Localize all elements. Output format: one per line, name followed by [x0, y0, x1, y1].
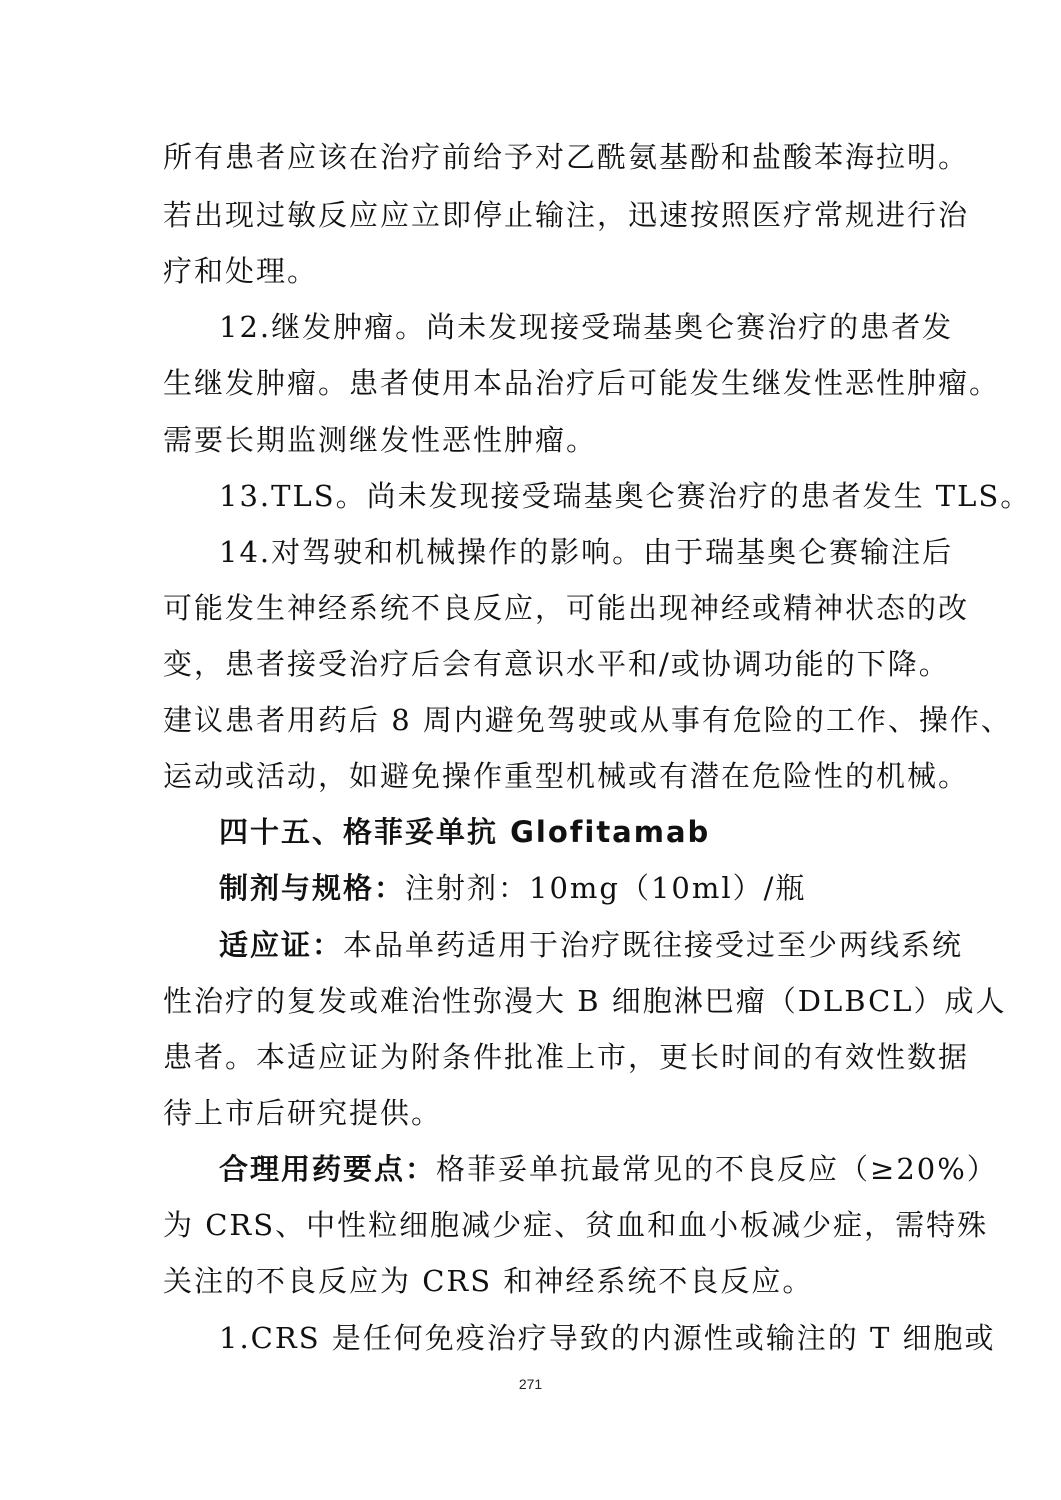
- spec-label: 制剂与规格：: [219, 871, 406, 905]
- key-points-text: 格菲妥单抗最常见的不良反应（≥20%）: [436, 1152, 998, 1186]
- body-line: 若出现过敏反应应立即停止输注，迅速按照医疗常规进行治: [163, 198, 970, 232]
- body-line: 所有患者应该在治疗前给予对乙酰氨基酚和盐酸苯海拉明。: [163, 140, 970, 174]
- body-line: 生继发肿瘤。患者使用本品治疗后可能发生继发性恶性肿瘤。: [163, 366, 1001, 400]
- body-line: 性治疗的复发或难治性弥漫大 B 细胞淋巴瘤（DLBCL）成人: [163, 984, 1007, 1018]
- body-line: 建议患者用药后 8 周内避免驾驶或从事有危险的工作、操作、: [163, 703, 1012, 737]
- indication-label: 适应证：: [219, 928, 344, 962]
- spec-text: 注射剂：10mg（10ml）/瓶: [405, 871, 807, 905]
- body-line: 关注的不良反应为 CRS 和神经系统不良反应。: [163, 1264, 814, 1298]
- body-line: 为 CRS、中性粒细胞减少症、贫血和血小板减少症，需特殊: [163, 1208, 989, 1242]
- body-line: 14.对驾驶和机械操作的影响。由于瑞基奥仑赛输注后: [219, 535, 954, 569]
- section-heading: 四十五、格菲妥单抗 Glofitamab: [219, 815, 711, 849]
- indication-paragraph: [219, 925, 963, 965]
- body-line: 运动或活动，如避免操作重型机械或有潜在危险性的机械。: [163, 759, 970, 793]
- indication-text: 本品单药适用于治疗既往接受过至少两线系统: [343, 928, 964, 962]
- body-line: 可能发生神经系统不良反应，可能出现神经或精神状态的改: [163, 591, 970, 625]
- spec-paragraph: [219, 868, 806, 908]
- body-line: 变，患者接受治疗后会有意识水平和/或协调功能的下降。: [163, 647, 950, 681]
- body-line: 13.TLS。尚未发现接受瑞基奥仑赛治疗的患者发生 TLS。: [219, 479, 1032, 513]
- key-points-paragraph: [219, 1149, 998, 1189]
- body-line: 患者。本适应证为附条件批准上市，更长时间的有效性数据: [163, 1040, 970, 1074]
- body-line: 12.继发肿瘤。尚未发现接受瑞基奥仑赛治疗的患者发: [219, 310, 954, 344]
- body-line: 1.CRS 是任何免疫治疗导致的内源性或输注的 T 细胞或: [219, 1321, 996, 1355]
- page-number: 271: [518, 1376, 543, 1392]
- body-line: 疗和处理。: [163, 254, 319, 288]
- body-line: 需要长期监测继发性恶性肿瘤。: [163, 423, 598, 457]
- key-points-label: 合理用药要点：: [219, 1152, 437, 1186]
- body-line: 待上市后研究提供。: [163, 1096, 443, 1130]
